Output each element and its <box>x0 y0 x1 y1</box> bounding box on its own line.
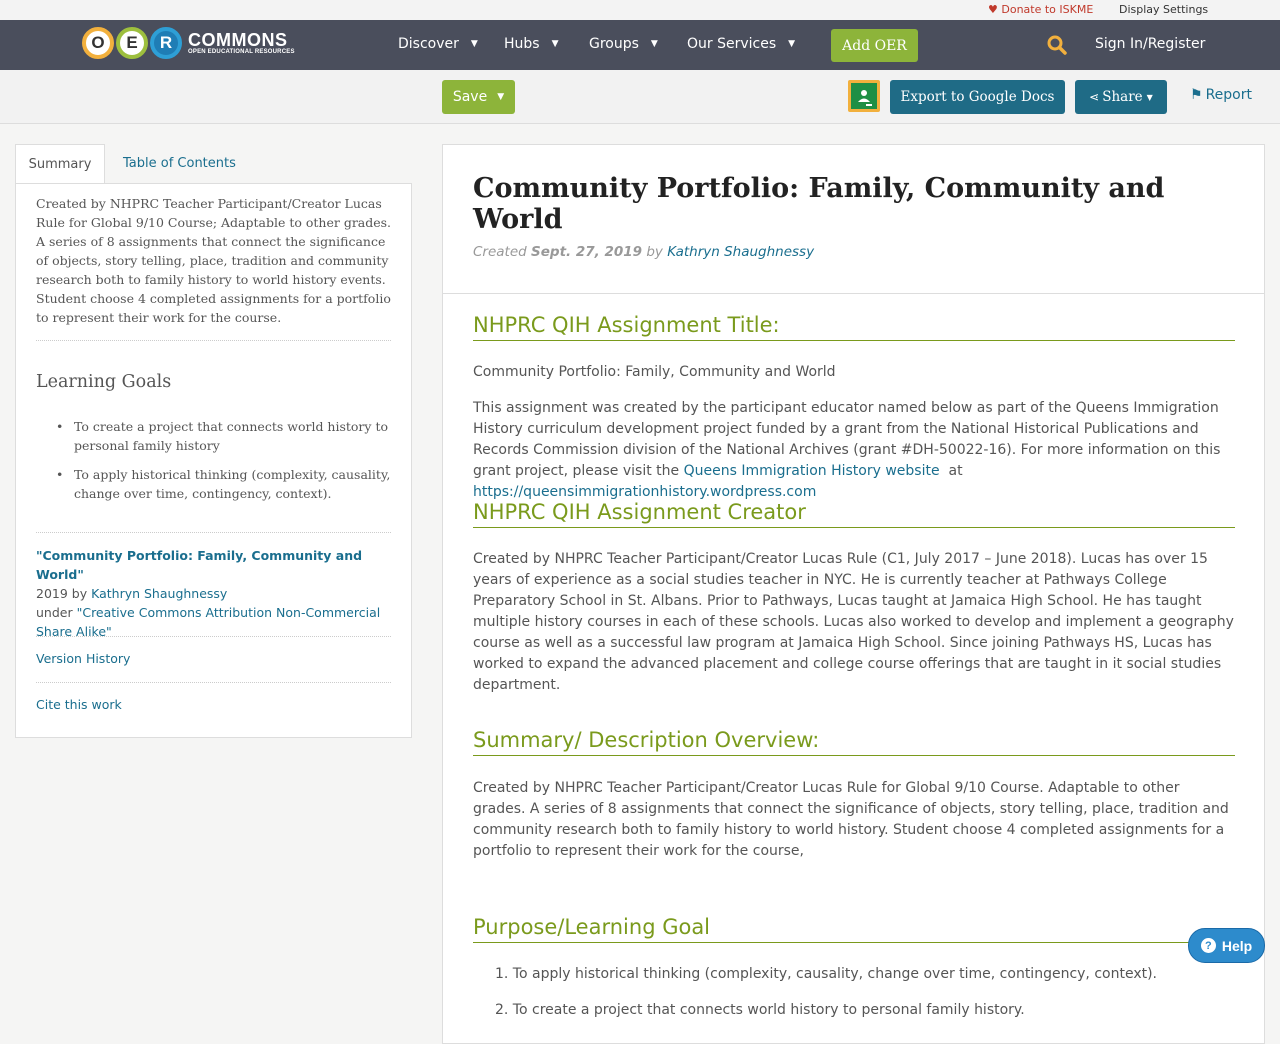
oer-commons-logo[interactable] <box>82 25 295 61</box>
created-by: by <box>646 244 663 260</box>
section-heading-assignment-title: NHPRC QIH Assignment Title: <box>473 312 1235 341</box>
utility-bar <box>0 0 1280 20</box>
summary-text: Created by NHPRC Teacher Participant/Creator Lucas Rule for Global 9/10 Course; Adaptable to other grades. A series of 8 assignments that connect the significance of objects, story telling, place, tradition and community research both to family history to world history events. Student choose 4 completed assignments for a portfolio to represent their work for the course. <box>36 196 392 325</box>
caret-down-icon: ▼ <box>1146 92 1153 102</box>
nav-groups-label: Groups <box>589 36 639 52</box>
citation-author-link[interactable]: Kathryn Shaughnessy <box>91 586 228 601</box>
help-label: Help <box>1221 937 1253 954</box>
display-settings-link[interactable]: Display Settings <box>1119 3 1209 16</box>
resource-content-card <box>442 144 1265 1044</box>
flag-icon: ⚑ <box>1190 87 1203 103</box>
divider <box>36 682 391 683</box>
search-icon[interactable] <box>1047 35 1067 55</box>
divider <box>36 532 391 533</box>
chevron-down-icon: ▼ <box>551 39 559 49</box>
nav-discover-label: Discover <box>398 36 459 52</box>
nav-discover[interactable] <box>398 36 478 52</box>
share-label: Share <box>1102 89 1143 105</box>
divider <box>443 293 1264 294</box>
save-button[interactable] <box>442 80 515 114</box>
section-heading-purpose: Purpose/Learning Goal <box>473 914 1235 943</box>
help-button[interactable] <box>1188 928 1265 963</box>
nav-our-services[interactable] <box>687 36 795 52</box>
nav-our-services-label: Our Services <box>687 36 777 52</box>
qih-url-link[interactable]: https://queensimmigrationhistory.wordpress.com <box>473 484 817 500</box>
learning-goals-list <box>56 417 396 513</box>
export-google-docs-button[interactable]: Export to Google Docs <box>890 80 1065 114</box>
learning-goal-item: • To apply historical thinking (complexity, causality, change over time, contingency, context). <box>56 465 396 503</box>
summary-overview-text: Created by NHPRC Teacher Participant/Creator Lucas Rule for Global 9/10 Course. Adaptable to other grades. A series of 8 assignments that connect the significance of objects, story telling, place, tradition and community research both to family history to world history. Student choose 4 completed assignments for a portfolio to represent their work for the course, <box>473 780 1229 859</box>
section-heading-creator: NHPRC QIH Assignment Creator <box>473 499 1235 528</box>
logo-letter-o: O <box>82 27 114 59</box>
assignment-title-text: Community Portfolio: Family, Community and World <box>473 364 836 380</box>
google-classroom-icon[interactable] <box>848 80 880 112</box>
google-classroom-board <box>851 83 877 109</box>
summary-panel <box>15 183 412 738</box>
version-history-link[interactable]: Version History <box>36 651 131 666</box>
divider <box>36 636 391 637</box>
cite-this-work-link[interactable]: Cite this work <box>36 697 122 712</box>
add-oer-button[interactable]: Add OER <box>831 29 918 62</box>
citation-title-link[interactable]: "Community Portfolio: Family, Community and World" <box>36 548 363 582</box>
citation-under: under <box>36 605 73 620</box>
save-label: Save <box>452 89 488 105</box>
logo-word: COMMONS <box>188 30 288 50</box>
resource-toolbar <box>0 70 1280 124</box>
purpose-item: 1. To apply historical thinking (complexity, causality, change over time, contingency, context). <box>495 966 1158 982</box>
created-line <box>473 244 814 260</box>
share-icon: ⋖ <box>1089 90 1100 104</box>
logo-wordmark <box>188 31 295 55</box>
logo-tagline: OPEN EDUCATIONAL RESOURCES <box>188 49 295 55</box>
heart-icon: ♥ <box>988 3 998 16</box>
tab-table-of-contents[interactable]: Table of Contents <box>123 156 236 171</box>
nav-hubs[interactable] <box>504 36 559 52</box>
assignment-description-text: This assignment was created by the participant educator named below as part of the Queens Immigration History curriculum development project funded by a grant from the National Historical Publications and Records Commission division of the National Archives (grant #DH-50022-16). For more information on this grant project, please visit the <box>473 400 1221 479</box>
classroom-person-icon <box>851 83 877 109</box>
chevron-down-icon: ▼ <box>470 39 478 49</box>
logo-letter-e: E <box>116 27 148 59</box>
question-icon: ? <box>1201 938 1216 953</box>
main-navbar <box>0 20 1280 70</box>
section-heading-summary: Summary/ Description Overview: <box>473 727 1235 756</box>
author-link[interactable]: Kathryn Shaughnessy <box>667 244 815 260</box>
nav-hubs-label: Hubs <box>504 36 540 52</box>
sign-in-register-link[interactable]: Sign In/Register <box>1095 36 1206 52</box>
qih-website-link[interactable]: Queens Immigration History website <box>683 463 940 479</box>
chevron-down-icon: ▼ <box>788 39 796 49</box>
report-link[interactable] <box>1190 87 1252 103</box>
creator-text: Created by NHPRC Teacher Participant/Creator Lucas Rule (C1, July 2017 – June 2018). Lucas has over 15 years of experience as a social studies teacher in NYC. He is currently teacher at Pathways College Preparatory School in St. Albans. Prior to Pathways, Lucas taught at Jamaica High School. He has taught multiple history courses in each of these schools. Lucas also worked to develop and implement a geography course as well as a successful law program at Jamaica High School. Since joining Pathways HS, Lucas has worked to expand the advanced placement and college course offerings that are taught in it social studies department. <box>473 551 1234 693</box>
learning-goal-item: • To create a project that connects world history to personal family history <box>56 417 396 455</box>
citation-block <box>36 546 396 641</box>
license-link[interactable]: "Creative Commons Attribution Non-Commercial Share Alike" <box>36 605 381 639</box>
donate-link[interactable] <box>988 3 1093 16</box>
citation-year: 2019 by <box>36 586 88 601</box>
sidebar-tabs <box>15 144 412 184</box>
divider <box>36 340 391 341</box>
caret-down-icon: ▼ <box>497 92 505 102</box>
at-text: at <box>948 463 963 479</box>
purpose-item: 2. To create a project that connects world history to personal family history. <box>495 1002 1025 1018</box>
page-title: Community Portfolio: Family, Community and World <box>473 173 1165 235</box>
learning-goals-heading: Learning Goals <box>36 372 172 392</box>
chevron-down-icon: ▼ <box>650 39 658 49</box>
nav-groups[interactable] <box>589 36 658 52</box>
created-label: Created <box>473 244 527 260</box>
report-label: Report <box>1205 87 1252 103</box>
donate-label: Donate to ISKME <box>1001 3 1094 16</box>
assignment-description <box>473 398 1235 503</box>
logo-letter-r: R <box>150 27 182 59</box>
share-button[interactable] <box>1075 80 1167 114</box>
tab-summary[interactable]: Summary <box>15 144 105 184</box>
created-date: Sept. 27, 2019 <box>531 244 643 260</box>
